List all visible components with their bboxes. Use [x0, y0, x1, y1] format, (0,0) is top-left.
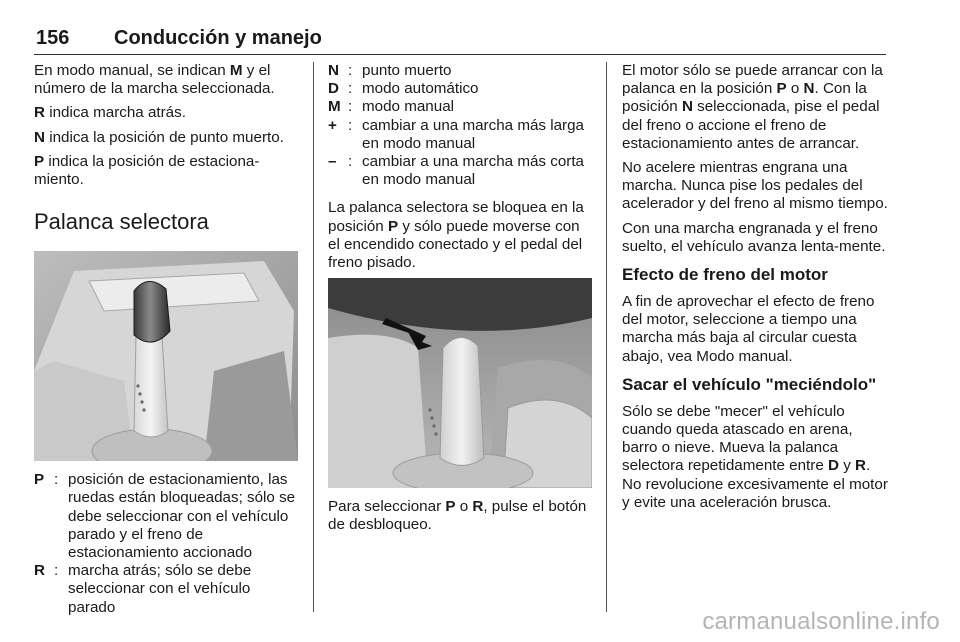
column-3 [622, 62, 888, 518]
definition-list [34, 471, 300, 617]
paragraph: Para seleccionar P o R, pulse el botón de desbloqueo. [328, 498, 587, 534]
paragraph: La palanca selectora se bloquea en la posición P y sólo puede moverse con el encendido conectado y el pedal del freno pisado. [328, 199, 584, 272]
watermark: carmanualsonline.info [702, 608, 940, 635]
column-2 [328, 62, 592, 541]
definition-item: D : modo automático [328, 80, 479, 98]
page-header [34, 26, 886, 55]
definition-item: P : posición de estacionamiento, las ruedas están bloqueadas; sólo se debe seleccionar con el vehículo parado y el freno de estacionamiento accionado [34, 471, 296, 562]
paragraph: En modo manual, se indican M y el número de la marcha seleccionada. [34, 62, 275, 98]
paragraph: Sólo se debe "mecer" el vehículo cuando queda atascado en arena, barro o nieve. Mueva la palanca selectora repetidamente entre D y R. No revolucione excesivamente el motor y evite una aceleración brusca. [622, 402, 888, 511]
page-title: Conducción y manejo [114, 27, 322, 49]
paragraph: P indica la posición de estaciona-miento. [34, 152, 260, 189]
column-divider [313, 62, 314, 612]
paragraph: Con una marcha engranada y el freno suelto, el vehículo avanza lenta-mente. [622, 219, 886, 255]
column-divider [606, 62, 607, 612]
subsection-heading: Sacar el vehículo "meciéndolo" [622, 374, 877, 394]
paragraph: El motor sólo se puede arrancar con la palanca en la posición P o N. Con la posición N seleccionada, pise el pedal del freno o accione el freno de estacionamiento antes de arrancar. [622, 62, 883, 152]
gear-selector-illustration [34, 251, 298, 461]
paragraph: R indica marcha atrás. [34, 104, 186, 122]
paragraph: A fin de aprovechar el efecto de freno del motor, seleccione a tiempo una marcha más baja al circular cuesta abajo, vea Modo manual. [622, 293, 875, 365]
column-1 [34, 62, 300, 623]
definition-item: R : marcha atrás; sólo se debe seleccionar con el vehículo parado [34, 562, 252, 616]
subsection-heading: Efecto de freno del motor [622, 265, 828, 285]
definition-item: – : cambiar a una marcha más corta en modo manual [328, 153, 584, 189]
paragraph: N indica la posición de punto muerto. [34, 128, 284, 146]
definition-item: N : punto muerto [328, 62, 452, 79]
section-heading: Palanca selectora [34, 209, 209, 235]
definition-item: M : modo manual [328, 98, 455, 116]
page-number: 156 [36, 27, 70, 49]
definition-list [328, 62, 592, 189]
paragraph: No acelere mientras engrana una marcha. Nunca pise los pedales del acelerador y del freno al mismo tiempo. [622, 159, 888, 213]
definition-item: + : cambiar a una marcha más larga en modo manual [328, 116, 585, 152]
unlock-button-illustration [328, 278, 592, 488]
